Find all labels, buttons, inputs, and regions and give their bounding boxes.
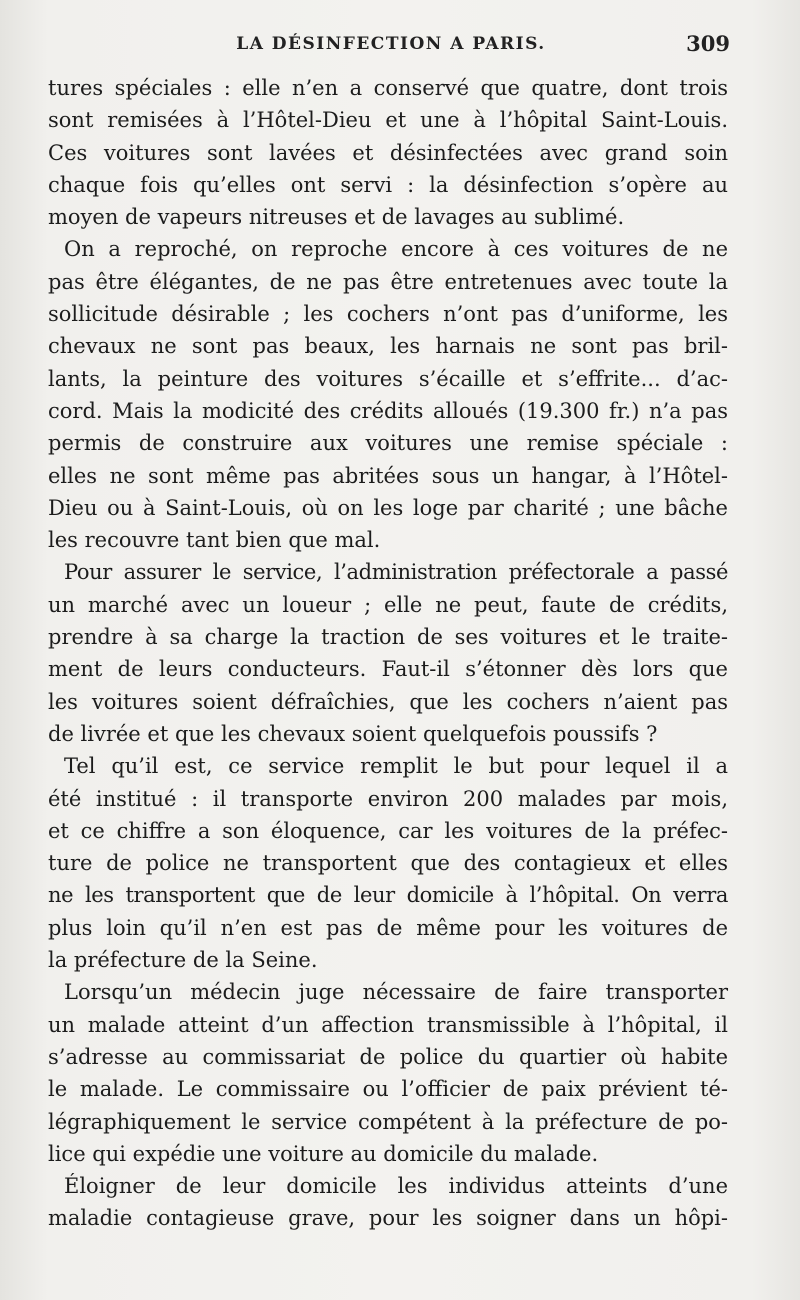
text-line: un malade atteint d’un affection transmissible à l’hôpital, il xyxy=(48,1012,728,1037)
text-line: lants, la peinture des voitures s’écaille et s’effrite... d’ac- xyxy=(48,366,728,391)
body-text xyxy=(48,72,728,1235)
text-line: chevaux ne sont pas beaux, les harnais ne sont pas bril- xyxy=(48,334,728,359)
text-line: Lorsqu’un médecin juge nécessaire de faire transporter xyxy=(64,980,728,1005)
text-line: les voitures soient défraîchies, que les cochers n’aient pas xyxy=(48,689,728,714)
text-line: Éloigner de leur domicile les individus atteints d’une xyxy=(64,1174,728,1199)
text-line: Pour assurer le service, l’administration préfectorale a passé xyxy=(64,560,728,585)
text-line: un marché avec un loueur ; elle ne peut, faute de crédits, xyxy=(48,592,728,617)
running-title: LA DÉSINFECTION A PARIS. xyxy=(236,34,546,54)
text-line: Ces voitures sont lavées et désinfectées avec grand soin xyxy=(48,140,728,165)
text-line: chaque fois qu’elles ont servi : la désinfection s’opère au xyxy=(48,172,728,197)
text-line: de livrée et que les chevaux soient quelquefois poussifs ? xyxy=(48,721,658,746)
text-line: les recouvre tant bien que mal. xyxy=(48,528,381,553)
text-line: elles ne sont même pas abritées sous un hangar, à l’Hôtel- xyxy=(48,463,728,488)
text-line: Tel qu’il est, ce service remplit le but pour lequel il a xyxy=(64,754,728,779)
text-line: la préfecture de la Seine. xyxy=(48,948,318,973)
running-header xyxy=(52,31,730,62)
text-line: le malade. Le commissaire ou l’officier de paix prévient té- xyxy=(48,1077,728,1102)
text-line: sont remisées à l’Hôtel-Dieu et une à l’hôpital Saint-Louis. xyxy=(48,108,728,133)
text-line: ture de police ne transportent que des contagieux et elles xyxy=(48,851,728,876)
text-line: prendre à sa charge la traction de ses voitures et le traite- xyxy=(48,625,728,650)
page-number: 309 xyxy=(686,31,730,56)
text-line: On a reproché, on reproche encore à ces voitures de ne xyxy=(64,237,728,262)
text-line: été institué : il transporte environ 200 malades par mois, xyxy=(48,786,728,811)
text-line: Dieu ou à Saint-Louis, où on les loge par charité ; une bâche xyxy=(48,495,728,520)
text-line: sollicitude désirable ; les cochers n’ont pas d’uniforme, les xyxy=(48,302,728,327)
text-line: tures spéciales : elle n’en a conservé que quatre, dont trois xyxy=(48,76,728,100)
text-line: légraphiquement le service compétent à la préfecture de po- xyxy=(48,1109,728,1134)
text-line: ne les transportent que de leur domicile à l’hôpital. On verra xyxy=(48,883,728,908)
text-line: pas être élégantes, de ne pas être entretenues avec toute la xyxy=(48,269,728,294)
text-line: et ce chiffre a son éloquence, car les voitures de la préfec- xyxy=(48,818,728,843)
text-line: s’adresse au commissariat de police du quartier où habite xyxy=(48,1044,728,1069)
text-line: moyen de vapeurs nitreuses et de lavages au sublimé. xyxy=(48,205,625,230)
text-line: plus loin qu’il n’en est pas de même pour les voitures de xyxy=(48,915,728,940)
text-line: maladie contagieuse grave, pour les soigner dans un hôpi- xyxy=(48,1206,728,1231)
text-line: ment de leurs conducteurs. Faut-il s’étonner dès lors que xyxy=(48,657,728,682)
text-line: permis de construire aux voitures une remise spéciale : xyxy=(48,431,728,456)
text-line: lice qui expédie une voiture au domicile du malade. xyxy=(48,1141,599,1166)
text-line: cord. Mais la modicité des crédits alloués (19.300 fr.) n’a pas xyxy=(48,398,728,423)
